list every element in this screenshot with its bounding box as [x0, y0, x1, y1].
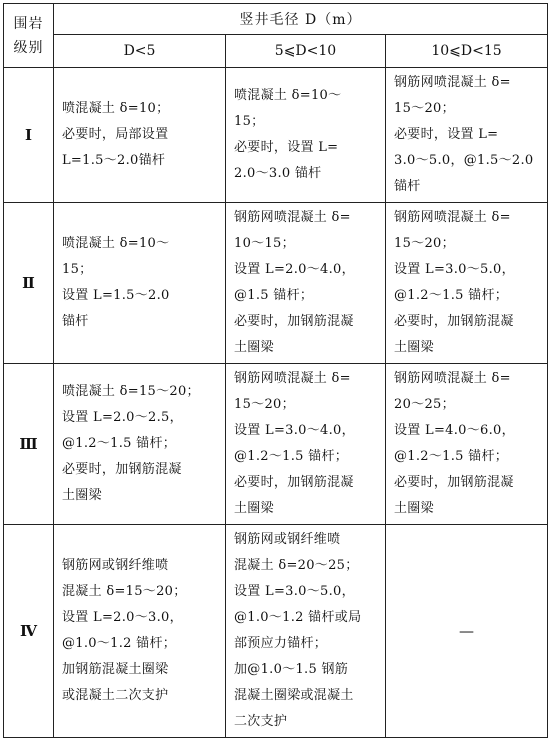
support-text-line: 设置 L=2.0～4.0，	[234, 262, 355, 277]
support-text-line: 钢筋网喷混凝土 δ=	[394, 210, 511, 225]
support-text-line: 土圈梁	[234, 501, 274, 516]
support-text-line: 必要时，设置 L=	[394, 127, 499, 142]
support-text-line: 钢筋网喷混凝土 δ=	[234, 371, 351, 386]
rock-grade-cell: Ⅰ	[4, 68, 54, 203]
support-text-line: 设置 L=2.0～3.0，	[62, 610, 183, 625]
support-cell	[54, 203, 226, 364]
support-text-line: L=1.5～2.0锚杆	[62, 153, 166, 168]
shaft-diameter-header: 竖井毛径 D（m）	[54, 4, 548, 35]
support-cell	[226, 203, 386, 364]
support-text-line: 锚杆	[394, 179, 421, 194]
table-row-grade-3	[4, 364, 548, 525]
support-text-line: @1.2～1.5 锚杆；	[394, 449, 509, 464]
rock-grade-cell: Ⅳ	[4, 525, 54, 738]
rock-grade-cell: Ⅲ	[4, 364, 54, 525]
support-text-line: 加钢筋混凝土圈梁	[62, 662, 169, 677]
support-text-line: 混凝土 δ=20～25；	[234, 558, 359, 573]
rock-grade-header	[4, 4, 54, 68]
support-text-line: 钢筋网喷混凝土 δ=	[234, 210, 351, 225]
support-text-line: @1.5 锚杆；	[234, 288, 314, 303]
support-cell	[226, 525, 386, 738]
support-text-line: 喷混凝土 δ=15～20；	[62, 384, 200, 399]
support-text-line: 设置 L=3.0～5.0，	[234, 584, 355, 599]
table-row-grade-2	[4, 203, 548, 364]
support-text-line: 土圈梁	[394, 501, 434, 516]
support-text-line: 10～15；	[234, 236, 295, 251]
support-text-line: 喷混凝土 δ=10～	[62, 236, 170, 251]
support-text-line: @1.2～1.5 锚杆；	[234, 449, 349, 464]
support-text-line: 15～20；	[394, 236, 455, 251]
support-text-line: 混凝土圈梁或混凝土	[234, 688, 354, 703]
support-text-line: @1.2～1.5 锚杆；	[62, 436, 177, 451]
support-text-line: 钢筋网或钢纤维喷	[62, 558, 169, 573]
rock-grade-cell: Ⅱ	[4, 203, 54, 364]
support-text-line: 土圈梁	[234, 340, 274, 355]
table-row-grade-1	[4, 68, 548, 203]
support-text-line: 3.0～5.0，@1.5～2.0	[394, 153, 534, 168]
empty-dash-cell: —	[386, 525, 548, 738]
support-text-line: 加@1.0～1.5 钢筋	[234, 662, 349, 677]
support-text-line: 必要时，加钢筋混凝	[394, 475, 514, 490]
diameter-range-header-large: 10⩽D<15	[386, 35, 548, 68]
support-text-line: @1.0～1.2 锚杆；	[62, 636, 177, 651]
diameter-range-header-small: D<5	[54, 35, 226, 68]
support-cell	[54, 525, 226, 738]
support-text-line: 必要时，局部设置	[62, 127, 169, 142]
support-text-line: 设置 L=3.0～4.0，	[234, 423, 355, 438]
support-text-line: 钢筋网喷混凝土 δ=	[394, 371, 511, 386]
support-text-line: 或混凝土二次支护	[62, 688, 169, 703]
support-cell	[54, 364, 226, 525]
rock-grade-header-line1: 围岩	[13, 15, 44, 32]
support-text-line: 钢筋网或钢纤维喷	[234, 532, 341, 547]
support-text-line: 混凝土 δ=15～20；	[62, 584, 187, 599]
support-cell	[226, 364, 386, 525]
support-text-line: 部预应力锚杆；	[234, 636, 328, 651]
support-text-line: 必要时，加钢筋混凝	[394, 314, 514, 329]
support-text-line: 必要时，加钢筋混凝	[234, 475, 354, 490]
support-text-line: 土圈梁	[62, 488, 102, 503]
support-text-line: 设置 L=3.0～5.0，	[394, 262, 515, 277]
support-text-line: 喷混凝土 δ=10；	[62, 101, 170, 116]
support-text-line: 二次支护	[234, 714, 288, 729]
support-text-line: 设置 L=1.5～2.0	[62, 288, 170, 303]
diameter-range-header-medium: 5⩽D<10	[226, 35, 386, 68]
rock-grade-header-line2: 级别	[13, 39, 44, 56]
support-text-line: 必要时，加钢筋混凝	[62, 462, 182, 477]
support-cell	[386, 364, 548, 525]
support-text-line: @1.2～1.5 锚杆；	[394, 288, 509, 303]
support-text-line: 设置 L=2.0～2.5，	[62, 410, 183, 425]
support-text-line: 20～25；	[394, 397, 455, 412]
support-text-line: 15；	[62, 262, 93, 277]
support-text-line: 钢筋网喷混凝土 δ=	[394, 75, 511, 90]
support-cell	[54, 68, 226, 203]
support-text-line: 锚杆	[62, 314, 89, 329]
support-cell	[386, 203, 548, 364]
shaft-support-table	[3, 3, 548, 738]
support-text-line: 土圈梁	[394, 340, 434, 355]
support-text-line: 喷混凝土 δ=10～	[234, 88, 342, 103]
support-text-line: 设置 L=4.0～6.0，	[394, 423, 515, 438]
support-text-line: 15；	[234, 114, 265, 129]
support-text-line: 15～20；	[394, 101, 455, 116]
support-text-line: 必要时，设置 L=	[234, 140, 339, 155]
support-cell	[386, 68, 548, 203]
support-text-line: 2.0～3.0 锚杆	[234, 166, 322, 181]
table-row-grade-4	[4, 525, 548, 738]
support-cell	[226, 68, 386, 203]
support-text-line: @1.0～1.2 锚杆或局	[234, 610, 362, 625]
support-text-line: 15～20；	[234, 397, 295, 412]
support-text-line: 必要时，加钢筋混凝	[234, 314, 354, 329]
